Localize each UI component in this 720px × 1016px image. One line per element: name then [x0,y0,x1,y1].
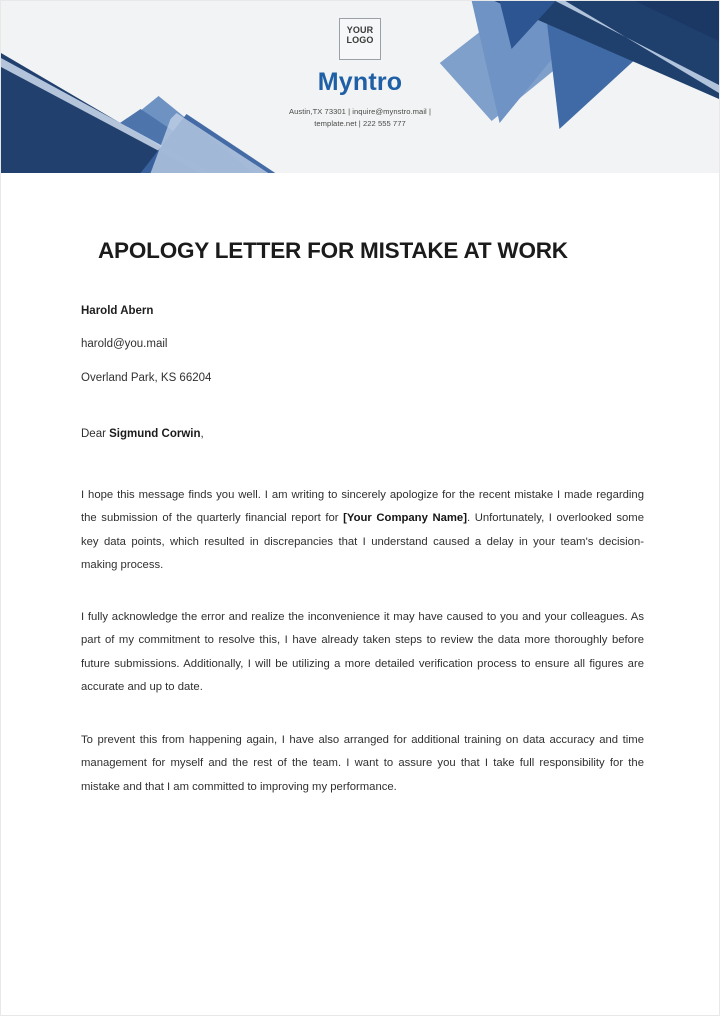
contact-info [1,106,719,130]
sender-address: Overland Park, KS 66204 [81,371,212,384]
sender-name: Harold Abern [81,304,154,317]
logo-placeholder-box[interactable] [339,18,381,60]
letterhead-banner [1,1,719,173]
body-paragraph-1 [81,441,644,578]
paragraph-1-part-1: I hope this message finds you well. I am writing to sincerely apologize for the recent mistake I made regarding the submission of the quarterly financial report for [81,488,644,525]
body-paragraph-2: I fully acknowledge the error and realize the inconvenience it may have caused to you and your colleagues. As part of my commitment to resolve this, I have already taken steps to review the data more thoroughly before future submissions. Additionally, I will be utilizing a more detailed verification process to ensure all figures are accurate and up to date. [81,610,644,694]
sender-block [81,306,644,385]
paragraph-1-part-2: . Unfortunately, I overlooked some key data points, which resulted in discrepancies that I understand caused a delay in your team's decision-making process. [81,512,644,572]
brand-block [1,1,719,130]
salutation [81,384,644,441]
company-name: Myntro [317,68,403,96]
contact-line-2: template.net | 222 555 777 [314,118,406,128]
salutation-punctuation: , [200,428,204,441]
sender-email: harold@you.mail [81,338,168,351]
salutation-greeting: Dear [81,428,110,441]
body-paragraph-3: To prevent this from happening again, I have also arranged for additional training on data accuracy and time management for myself and the rest of the team. I want to assure you that I take full responsibility for the mistake and that I am committed to improving my performance. [81,733,644,793]
paragraph-1-bold-placeholder: [Your Company Name] [343,512,467,525]
letter-body [1,173,719,799]
contact-line-1: Austin,TX 73301 | inquire@mynstro.mail | [289,107,431,116]
recipient-name: Sigmund Corwin [109,428,201,441]
letter-title: APOLOGY LETTER FOR MISTAKE AT WORK [98,238,568,263]
logo-line-2: LOGO [346,35,374,46]
logo-line-1: YOUR [346,25,374,35]
